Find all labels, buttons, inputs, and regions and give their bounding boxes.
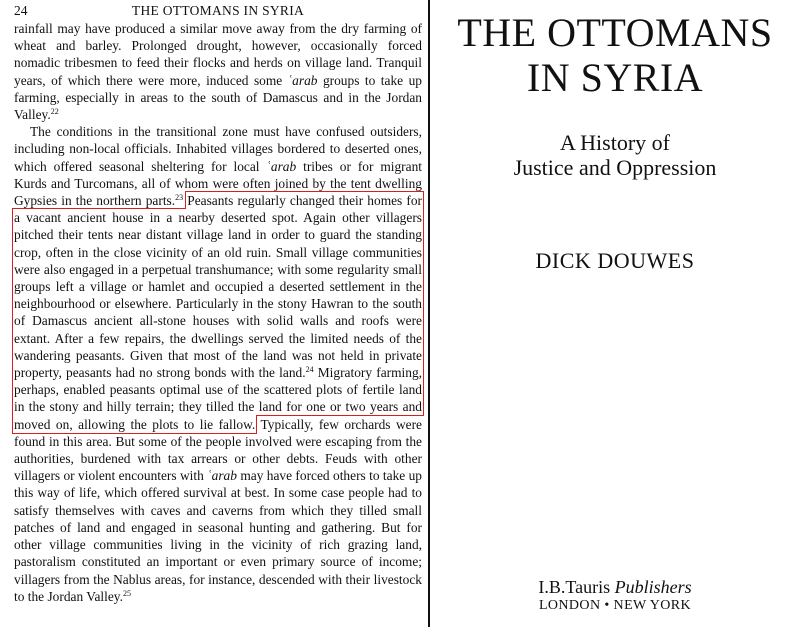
book-subtitle-line-1: A History of <box>560 130 670 155</box>
highlighted-text-2: Migratory farming, perhaps, enabled peasants optimal use of the scattered plots of fertile land in the stony and hilly terrain; they tilled the land for one or two years and moved on, allowing the plots to lie fallow. <box>14 365 422 432</box>
title-page <box>430 0 800 627</box>
paragraph-2-text-c: Typically, few orchards were found in this area. But some of the people involved were escaping from the authorities, burdened with tax arrears or other debts. Feuds with other villagers or violent encounters with <box>14 416 422 484</box>
publisher-place: LONDON • NEW YORK <box>538 598 692 613</box>
running-head: THE OTTOMANS IN SYRIA <box>131 3 305 18</box>
paragraph-1 <box>14 20 422 123</box>
book-subtitle-line-2: Justice and Oppression <box>513 155 717 180</box>
paragraph-2-text-b: tribes or for migrant Kurds and Turcomans, all of whom were often joined by the tent dwelling Gypsies in the northern parts. <box>14 158 423 209</box>
page-number: 24 <box>14 3 28 18</box>
book-author: DICK DOUWES <box>535 248 695 273</box>
paragraph-2-text-d: may have forced others to take up this way of life, which offered survival at best. In some case people had to satisfy themselves with caves and caverns from which they tilled small patches of land and engaged in seasonal hunting and gathering. But for other village communities living in the vicinity of rich grazing land, pastoralism constituted an important or even primary source of income; villagers from the Nablus areas, for instance, descended with their livestock to the Jordan Valley. <box>14 468 422 604</box>
arab-term: ʿarab <box>207 468 237 484</box>
arab-term: ʿarab <box>266 158 297 174</box>
footnote-ref-25: 25 <box>122 588 131 598</box>
book-subtitle <box>430 130 800 180</box>
page-header <box>14 3 422 19</box>
book-title-line-2: IN SYRIA <box>526 55 704 100</box>
body-text <box>14 20 422 605</box>
highlighted-passage <box>14 193 422 432</box>
publisher <box>430 577 800 597</box>
paragraph-2-text-a: The conditions in the transitional zone must have confused outsiders, including non-local officials. Inhabited villages bordered to deserted ones, which offered seasonal sheltering for local <box>14 124 422 174</box>
paragraph-1-text-a: rainfall may have produced a similar move away from the dry farming of wheat and barley. Prolonged drought, however, occasionally forced nomadic tribesmen to feed their flocks and herds on village land. Tranquil years, of which there were more, induced some <box>14 21 422 88</box>
footnote-ref-24: 24 <box>305 365 314 375</box>
paragraph-1-text-b: groups to take up farming, especially in areas to the south of Damascus and in the Jordan Valley. <box>14 72 422 123</box>
book-title <box>430 10 800 100</box>
paragraph-2 <box>14 123 422 605</box>
publisher-suffix: Publishers <box>614 577 692 597</box>
publisher-name: I.B.Tauris <box>538 577 611 597</box>
highlighted-text-1: Peasants regularly changed their homes for a vacant ancient house in a nearby deserted spot. Again other villagers pitched their tents near distant village land in order to guard the standing crop, often in the close vicinity of an old ruin. Small village communities were also engaged in a perpetual transhumance; with some regularity small groups left a village or hamlet and occupied a deserted settlement in the neighbourhood or elsewhere. Particularly in the stony Hawran to the south of Damascus ancient all-stone houses with solid walls and roofs were extant. After a few repairs, the dwellings served the limited needs of the wandering peasants. Given that most of the land was not held in private property, peasants had no strong bonds with the land. <box>14 193 422 381</box>
arab-term: ʿarab <box>287 72 318 88</box>
book-title-line-1: THE OTTOMANS <box>457 10 773 55</box>
footnote-ref-23: 23 <box>175 193 184 203</box>
footnote-ref-22: 22 <box>50 107 59 117</box>
